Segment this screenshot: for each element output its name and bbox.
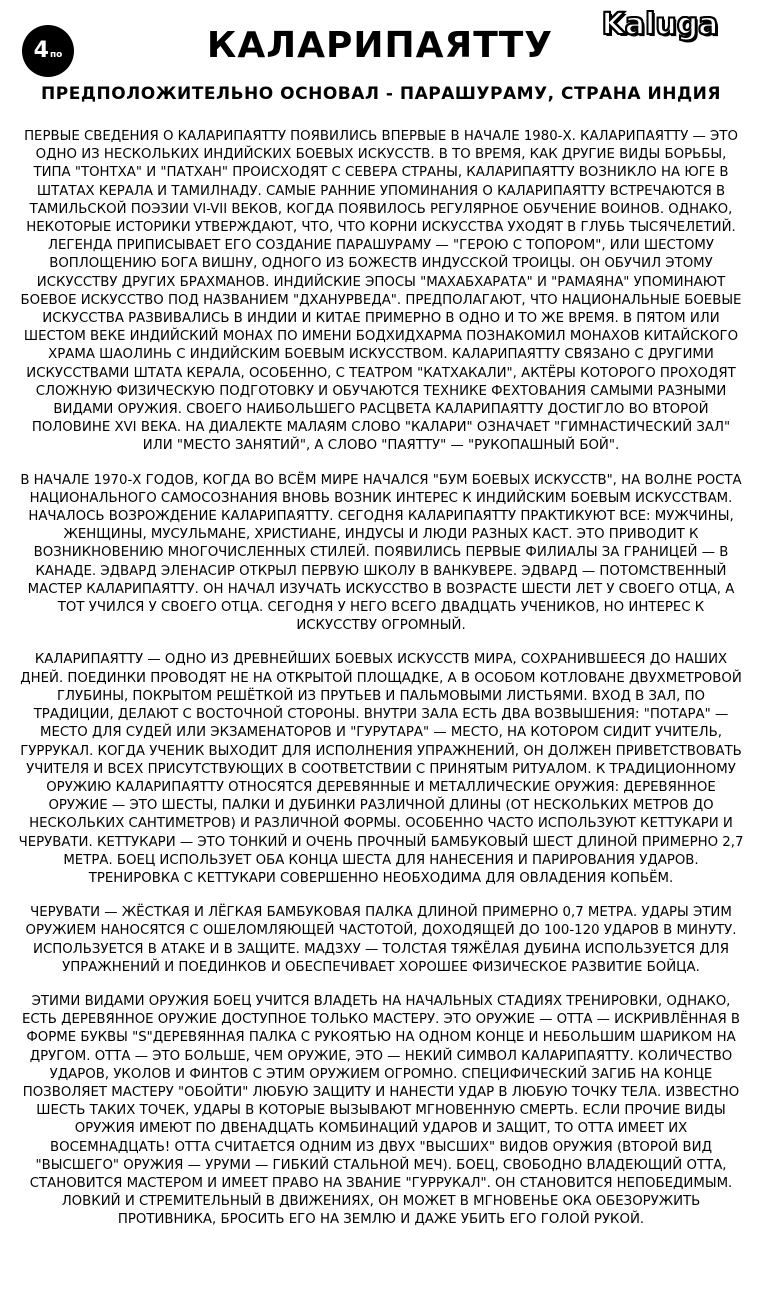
paragraph-revival: В НАЧАЛЕ 1970-Х ГОДОВ, КОГДА ВО ВСЁМ МИРЕ НАЧАЛСЯ "БУМ БОЕВЫХ ИСКУССТВ", НА ВОЛНЕ РОСТА НАЦИОНАЛЬНОГО САМОСОЗНАНИЯ ВНОВЬ ВОЗНИК ИНТЕРЕС К ИНДИЙСКИМ БОЕВЫМ ИСКУССТВАМ. НАЧАЛОСЬ ВОЗРОЖДЕНИЕ КАЛАРИПАЯТТУ. СЕГОДНЯ КАЛАРИПАЯТТУ ПРАКТИКУЮТ ВСЕ: МУЖЧИНЫ, ЖЕНЩИНЫ, МУСУЛЬМАНЕ, ХРИСТИАНЕ, ИНДУСЫ И ЛЮДИ РАЗНЫХ КАСТ. ЭТО ПРИВОДИТ К ВОЗНИКНОВЕНИЮ МНОГОЧИСЛЕННЫХ СТИЛЕЙ. ПОЯВИЛИСЬ ПЕРВЫЕ ФИЛИАЛЫ ЗА ГРАНИЦЕЙ — В КАНАДЕ. ЭДВАРД ЭЛЕНАСИР ОТКРЫЛ ПЕРВУЮ ШКОЛУ В ВАНКУВЕРЕ. ЭДВАРД — ПОТОМСТВЕННЫЙ МАСТЕР КАЛАРИПАЯТТУ. ОН НАЧАЛ ИЗУЧАТЬ ИСКУССТВО В ВОЗРАСТЕ ШЕСТИ ЛЕТ У СВОЕГО ОТЦА, А ТОТ УЧИЛСЯ У СВОЕГО ОТЦА. СЕГОДНЯ У НЕГО ВСЕГО ДВАДЦАТЬ УЧЕНИКОВ, НО ИНТЕРЕС К ИСКУССТВУ ОГРОМНЫЙ.	[20, 472, 742, 634]
page-number-suffix: по	[49, 50, 63, 60]
paragraph-cheruvati: ЧЕРУВАТИ — ЖЁСТКАЯ И ЛЁГКАЯ БАМБУКОВАЯ ПАЛКА ДЛИНОЙ ПРИМЕРНО 0,7 МЕТРА. УДАРЫ ЭТИМ ОРУЖИЕМ НАНОСЯТСЯ С ОШЕЛОМЛЯЮЩЕЙ ЧАСТОТОЙ, ДОХОДЯЩЕЙ ДО 100-120 УДАРОВ В МИНУТУ. ИСПОЛЬЗУЕТСЯ В АТАКЕ И В ЗАЩИТЕ. МАДЗХУ — ТОЛСТАЯ ТЯЖЁЛАЯ ДУБИНА ИСПОЛЬЗУЕТСЯ ДЛЯ УПРАЖНЕНИЙ И ПОЕДИНКОВ И ОБЕСПЕЧИВАЕТ ХОРОШЕЕ ФИЗИЧЕСКОЕ РАЗВИТИЕ БОЙЦА.	[25, 905, 737, 975]
page-number-badge	[22, 25, 74, 77]
paragraph-history: ПЕРВЫЕ СВЕДЕНИЯ О КАЛАРИПАЯТТУ ПОЯВИЛИСЬ ВПЕРВЫЕ В НАЧАЛЕ 1980-Х. КАЛАРИПАЯТТУ — ЭТО ОДНО ИЗ НЕСКОЛЬКИХ ИНДИЙСКИХ БОЕВЫХ ИСКУССТВ. В ТО ВРЕМЯ, КАК ДРУГИЕ ВИДЫ БОРЬБЫ, ТИПА "ТОНТХА" И "ПАТХАН" ПРОИСХОДЯТ С СЕВЕРА СТРАНЫ, КАЛАРИПАЯТТУ ВОЗНИКЛО НА ЮГЕ В ШТАТАХ КЕРАЛА И ТАМИЛНАДУ. САМЫЕ РАННИЕ УПОМИНАНИЯ О КАЛАРИПАЯТТУ ВСТРЕЧАЮТСЯ В ТАМИЛЬСКОЙ ПОЭЗИИ VI-VII ВЕКОВ, КОГДА ПОЯВИЛОСЬ РЕГУЛЯРНОЕ ОБУЧЕНИЕ ВОИНОВ. ОДНАКО, НЕКОТОРЫЕ ИСТОРИКИ УТВЕРЖДАЮТ, ЧТО, ЧТО КОРНИ ИСКУССТВА УХОДЯТ В ГЛУБЬ ТЫСЯЧЕЛЕТИЙ. ЛЕГЕНДА ПРИПИСЫВАЕТ ЕГО СОЗДАНИЕ ПАРАШУРАМУ — "ГЕРОЮ С ТОПОРОМ", ИЛИ ШЕСТОМУ ВОПЛОЩЕНИЮ БОГА ВИШНУ, ОДНОГО ИЗ БОЖЕСТВ ИНДУССКОЙ ТРОИЦЫ. ОН ОБУЧИЛ ЭТОМУ ИСКУССТВУ ДРУГИХ БРАХМАНОВ. ИНДИЙСКИЕ ЭПОСЫ "МАХАБХАРАТА" И "РАМАЯНА" УПОМИНАЮТ БОЕВОЕ ИСКУССТВО ПОД НАЗВАНИЕМ "ДХАНУРВЕДА". ПРЕДПОЛАГАЮТ, ЧТО НАЦИОНАЛЬНЫЕ БОЕВЫЕ ИСКУССТВА РАЗВИВАЛИСЬ В ИНДИИ И КИТАЕ ПРИМЕРНО В ОДНО И ТО ЖЕ ВРЕМЯ. В ПЯТОМ ИЛИ ШЕСТОМ ВЕКЕ ИНДИЙСКИЙ МОНАХ ПО ИМЕНИ БОДХИДХАРМА ПОЗНАКОМИЛ МОНАХОВ КИТАЙСКОГО ХРАМА ШАОЛИНЬ С ИНДИЙСКИМ БОЕВЫМ ИСКУССТВОМ. КАЛАРИПАЯТТУ СВЯЗАНО С ДРУГИМИ ИСКУССТВАМИ ШТАТА КЕРАЛА, ОСОБЕННО, С ТЕАТРОМ "КАТХАКАЛИ", АКТЁРЫ КОТОРОГО ПРОХОДЯТ СЛОЖНУЮ ФИЗИЧЕСКУЮ ПОДГОТОВКУ И ОБУЧАЮТСЯ ТЕХНИКЕ ФЕХТОВАНИЯ САМЫМИ РАЗНЫМИ ВИДАМИ ОРУЖИЯ. СВОЕГО НАИБОЛЬШЕГО РАСЦВЕТА КАЛАРИПАЯТТУ ДОСТИГЛО ВО ВТОРОЙ ПОЛОВИНЕ XVI ВЕКА. НА ДИАЛЕКТЕ МАЛАЯМ СЛОВО "КАЛАРИ" ОЗНАЧАЕТ "ГИМНАСТИЧЕСКИЙ ЗАЛ" ИЛИ "МЕСТО ЗАНЯТИЙ", А СЛОВО "ПАЯТТУ" — "РУКОПАШНЫЙ БОЙ".	[20, 129, 742, 454]
article-body	[18, 128, 744, 1246]
page-number: 4	[33, 38, 49, 63]
paragraph-otta: ЭТИМИ ВИДАМИ ОРУЖИЯ БОЕЦ УЧИТСЯ ВЛАДЕТЬ НА НАЧАЛЬНЫХ СТАДИЯХ ТРЕНИРОВКИ, ОДНАКО, ЕСТЬ ДЕРЕВЯННОЕ ОРУЖИЕ ДОСТУПНОЕ ТОЛЬКО МАСТЕРУ. ЭТО ОРУЖИЕ — ОТТА — ИСКРИВЛЁННАЯ В ФОРМЕ БУКВЫ "S"ДЕРЕВЯННАЯ ПАЛКА С РУКОЯТЬЮ НА ОДНОМ КОНЦЕ И НЕБОЛЬШИМ ШАРИКОМ НА ДРУГОМ. ОТТА — ЭТО БОЛЬШЕ, ЧЕМ ОРУЖИЕ, ЭТО — НЕКИЙ СИМВОЛ КАЛАРИПАЯТТУ. КОЛИЧЕСТВО УДАРОВ, УКОЛОВ И ФИНТОВ С ЭТИМ ОРУЖИЕМ ОГРОМНО. СПЕЦИФИЧЕСКИЙ ЗАГИБ НА КОНЦЕ ПОЗВОЛЯЕТ МАСТЕРУ "ОБОЙТИ" ЛЮБУЮ ЗАЩИТУ И НАНЕСТИ УДАР В ЛЮБУЮ ТОЧКУ ТЕЛА. ИЗВЕСТНО ШЕСТЬ ТАКИХ ТОЧЕК, УДАРЫ В КОТОРЫЕ ВЫЗЫВАЮТ МГНОВЕННУЮ СМЕРТЬ. ЕСЛИ ПРОЧИЕ ВИДЫ ОРУЖИЯ ИМЕЮТ ПО ДВЕНАДЦАТЬ КОМБИНАЦИЙ УДАРОВ И ЗАЩИТ, ТО ОТТА ИМЕЕТ ИХ ВОСЕМНАДЦАТЬ! ОТТА СЧИТАЕТСЯ ОДНИМ ИЗ ДВУХ "ВЫСШИХ" ВИДОВ ОРУЖИЯ (ВТОРОЙ ВИД "ВЫСШЕГО" ОРУЖИЯ — УРУМИ — ГИБКИЙ СТАЛЬНОЙ МЕЧ). БОЕЦ, СВОБОДНО ВЛАДЕЮЩИЙ ОТТА, СТАНОВИТСЯ МАСТЕРОМ И ИМЕЕТ ПРАВО НА ЗВАНИЕ "ГУРРУКАЛ". ОН СТАНОВИТСЯ НЕПОБЕДИМЫМ. ЛОВКИЙ И СТРЕМИТЕЛЬНЫЙ В ДВИЖЕНИЯХ, ОН МОЖЕТ В МГНОВЕНЬЕ ОКА ОБЕЗОРУЖИТЬ ПРОТИВНИКА, БРОСИТЬ ЕГО НА ЗЕМЛЮ И ДАЖЕ УБИТЬ ЕГО ГОЛОЙ РУКОЙ.	[21, 993, 741, 1228]
page-title: КАЛАРИПАЯТТУ	[206, 25, 554, 66]
brand-logo-text: Kaluga	[601, 6, 719, 42]
brand-logo	[570, 4, 750, 44]
page-subtitle: ПРЕДПОЛОЖИТЕЛЬНО ОСНОВАЛ - ПАРАШУРАМУ, СТРАНА ИНДИЯ	[41, 84, 721, 104]
paragraph-arena-weapons: КАЛАРИПАЯТТУ — ОДНО ИЗ ДРЕВНЕЙШИХ БОЕВЫХ ИСКУССТВ МИРА, СОХРАНИВШЕЕСЯ ДО НАШИХ ДНЕЙ. ПОЕДИНКИ ПРОВОДЯТ НЕ НА ОТКРЫТОЙ ПЛОЩАДКЕ, А В ОСОБОМ КОТЛОВАНЕ ДВУХМЕТРОВОЙ ГЛУБИНЫ, ПОКРЫТОМ РЕШЁТКОЙ ИЗ ПРУТЬЕВ И ПАЛЬМОВЫМИ ЛИСТЬЯМИ. ВХОД В ЗАЛ, ПО ТРАДИЦИИ, ДЕЛАЮТ С ВОСТОЧНОЙ СТОРОНЫ. ВНУТРИ ЗАЛА ЕСТЬ ДВА ВОЗВЫШЕНИЯ: "ПОТАРА" — МЕСТО ДЛЯ СУДЕЙ ИЛИ ЭКЗАМЕНАТОРОВ И "ГУРУТАРА" — МЕСТО, НА КОТОРОМ СИДИТ УЧИТЕЛЬ, ГУРРУКАЛ. КОГДА УЧЕНИК ВЫХОДИТ ДЛЯ ИСПОЛНЕНИЯ УПРАЖНЕНИЙ, ОН ДОЛЖЕН ПРИВЕТСТВОВАТЬ УЧИТЕЛЯ И ВСЕХ ПРИСУТСТВУЮЩИХ В СООТВЕТСТВИИ С ПРИНЯТЫМ РИТУАЛОМ. К ТРАДИЦИОННОМУ ОРУЖИЮ КАЛАРИПАЯТТУ ОТНОСЯТСЯ ДЕРЕВЯННЫЕ И МЕТАЛЛИЧЕСКИЕ ОРУЖИЯ: ДЕРЕВЯННОЕ ОРУЖИЕ — ЭТО ШЕСТЫ, ПАЛКИ И ДУБИНКИ РАЗЛИЧНОЙ ДЛИНЫ (ОТ НЕСКОЛЬКИХ МЕТРОВ ДО НЕСКОЛЬКИХ САНТИМЕТРОВ) И РАЗЛИЧНОЙ ФОРМЫ. ОСОБЕННО ЧАСТО ИСПОЛЬЗУЮТ КЕТТУКАРИ И ЧЕРУВАТИ. КЕТТУКАРИ — ЭТО ТОНКИЙ И ОЧЕНЬ ПРОЧНЫЙ БАМБУКОВЫЙ ШЕСТ ДЛИНОЙ ПРИМЕРНО 2,7 МЕТРА. БОЕЦ ИСПОЛЬЗУЕТ ОБА КОНЦА ШЕСТА ДЛЯ НАНЕСЕНИЯ И ПАРИРОВАНИЯ УДАРОВ. ТРЕНИРОВКА С КЕТТУКАРИ СОВЕРШЕННО НЕОБХОДИМА ДЛЯ ОВЛАДЕНИЯ КОПЬЁМ.	[18, 652, 744, 886]
